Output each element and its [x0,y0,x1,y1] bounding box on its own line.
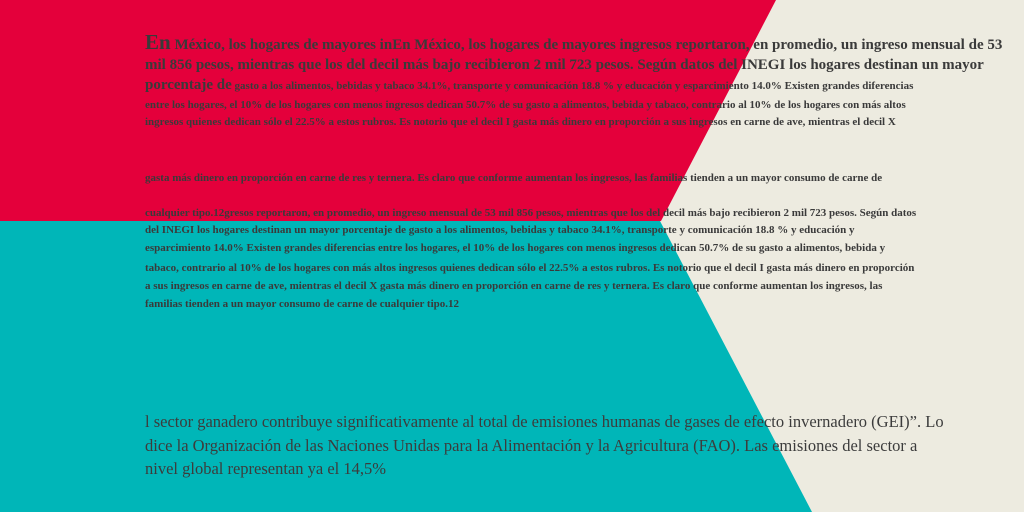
paragraph1-line9: esparcimiento 14.0% Existen grandes diferencias entre los hogares, el 10% de los hogares con menos ingresos dedican 50.7% de su gasto a alimentos, bebida y [145,242,886,254]
paragraph1-line12: familias tienden a un mayor consumo de carne de cualquier tipo.12 [145,298,460,310]
paragraph1-line10: tabaco, contrario al 10% de los hogares con más altos ingresos quienes dedican sólo el 22.5% a estos rubros. Es notorio que el decil I gasta más dinero en proporción [145,262,915,274]
paragraph1-line4: entre los hogares, el 10% de los hogares con menos ingresos dedican 50.7% de su gasto a alimentos, bebida y tabaco, contrario al 10% de los hogares con más altos [145,99,906,111]
paragraph1-line5: ingresos quienes dedican sólo el 22.5% a estos rubros. Es notorio que el decil I gasta más dinero en proporción a sus ingresos en carne de ave, mientras el decil X [145,116,896,128]
paragraph1-line7: cualquier tipo.12gresos reportaron, en promedio, un ingreso mensual de 53 mil 856 pesos, mientras que los del decil más bajo recibieron 2 mil 723 pesos. Según datos [145,207,917,219]
dropcap: En [145,30,171,54]
paragraph1-line6: gasta más dinero en proporción en carne de res y ternera. Es claro que conforme aumentan los ingresos, las familias tienden a un mayor consumo de carne de [145,172,883,184]
paragraph2-line2: dice la Organización de las Naciones Unidas para la Alimentación y la Agricultura (FAO). Las emisiones del sector a [145,436,918,455]
paragraph2-line1: l sector ganadero contribuye significativamente al total de emisiones humanas de gases de efecto invernadero (GEI)”. Lo [145,412,944,431]
paragraph1-line3: porcentaje de gasto a los alimentos, bebidas y tabaco 34.1%, transporte y comunicación 18.8 % y educación y esparcimiento 14.0% Existen grandes diferencias [145,77,914,93]
paragraph1-line8: del INEGI los hogares destinan un mayor porcentaje de gasto a los alimentos, bebidas y tabaco 34.1%, transporte y comunicación 18.8 % y educación y [145,224,855,236]
paragraph1-line1: En México, los hogares de mayores inEn México, los hogares de mayores ingresos reportaron, en promedio, un ingreso mensual de 53 [145,30,1003,54]
paragraph1-line2: mil 856 pesos, mientras que los del decil más bajo recibieron 2 mil 723 pesos. Según datos del INEGI los hogares destinan un mayor [145,57,984,73]
paragraph1-line11: a sus ingresos en carne de ave, mientras el decil X gasta más dinero en proporción en carne de res y ternera. Es claro que conforme aumentan los ingresos, las [145,280,883,292]
paragraph2-line3: nivel global representan ya el 14,5% [145,459,386,478]
